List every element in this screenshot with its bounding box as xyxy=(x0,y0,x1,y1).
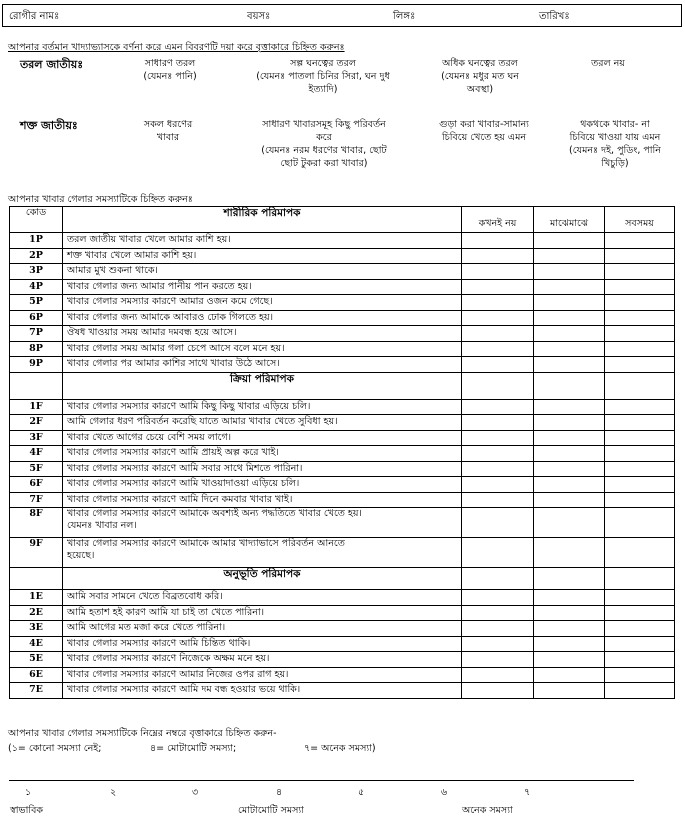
rating-scale-line xyxy=(9,780,634,781)
item-text: খাবার গেলার সমস্যার কারণে আমি সবার সাথে মিশতে পারিনা। xyxy=(63,461,462,477)
age-label: বয়সঃ xyxy=(247,11,271,22)
table-row xyxy=(10,233,675,249)
response-never-cell[interactable] xyxy=(462,310,534,326)
table-row xyxy=(10,683,675,699)
item-code: 7P xyxy=(10,326,63,342)
item-text-line: খাবার গেলার সমস্যার কারণে আমাকে অবশ্যই অন্য পদ্ধতিতে খাবার খেতে হয়। xyxy=(67,508,362,519)
section-header-row xyxy=(10,568,675,590)
table-row xyxy=(10,430,675,446)
table-row xyxy=(10,590,675,606)
response-always-cell[interactable] xyxy=(605,652,675,668)
response-never-cell[interactable] xyxy=(462,683,534,699)
response-always-cell[interactable] xyxy=(605,636,675,652)
response-sometimes-cell[interactable] xyxy=(534,295,605,311)
response-always-cell[interactable] xyxy=(605,477,675,493)
item-text: খাবার গেলার সমস্যার কারণে আমি দিনে কমবার খাবার খাই। xyxy=(63,492,462,508)
header-always: সবসময় xyxy=(605,207,675,233)
response-always-cell[interactable] xyxy=(605,233,675,249)
response-never-cell[interactable] xyxy=(462,264,534,280)
table-row xyxy=(10,326,675,342)
solid-option-all[interactable]: সকল ধরণের খাবার xyxy=(143,119,193,143)
scale-point-3[interactable]: ৩ xyxy=(192,787,199,798)
response-always-cell[interactable] xyxy=(605,683,675,699)
response-never-cell[interactable] xyxy=(462,233,534,249)
item-code: 2F xyxy=(10,415,63,431)
date-label: তারিখঃ xyxy=(539,11,570,22)
response-always-cell[interactable] xyxy=(605,667,675,683)
response-never-cell[interactable] xyxy=(462,399,534,415)
response-always-cell[interactable] xyxy=(605,264,675,280)
section-code-blank xyxy=(10,372,63,399)
response-sometimes-cell[interactable] xyxy=(534,492,605,508)
item-text: খাবার গেলার সমস্যার কারণে আমি দম বন্ধ হওয়ার ভয়ে থাকি। xyxy=(63,683,462,699)
liquid-option-none[interactable]: তরল নয় xyxy=(591,58,625,69)
response-sometimes-cell[interactable] xyxy=(534,667,605,683)
response-always-cell[interactable] xyxy=(605,248,675,264)
table-row xyxy=(10,357,675,373)
response-never-cell[interactable] xyxy=(462,477,534,493)
blank-cell xyxy=(462,568,534,590)
item-code: 6P xyxy=(10,310,63,326)
item-code: 1P xyxy=(10,233,63,249)
item-text: খাবার গেলার সমস্যার কারণে আমি কিছু কিছু খাবার এড়িয়ে চলি। xyxy=(63,399,462,415)
item-text xyxy=(63,538,462,568)
solid-option-puree[interactable]: থকথকে খাবার- না চিবিয়ে খাওয়া যায় এমন (যেমনঃ দই, পুডিং, পানি খিচুড়ি) xyxy=(569,119,661,169)
response-always-cell[interactable] xyxy=(605,326,675,342)
table-row xyxy=(10,248,675,264)
diet-instruction: আপনার বর্তমান খাদ্যাভ্যাসকে বর্ণনা করে এমন বিবরণটি দয়া করে বৃত্তাকারে চিহ্নিত করুনঃ xyxy=(8,42,345,53)
item-text: খাবার গেলার সমস্যার কারণে আমার ওজন কমে গেছে। xyxy=(63,295,462,311)
liquid-option-thin[interactable]: সল্প ঘনত্বের তরল (যেমনঃ পাতলা চিনির সিরা, ঘন দুধ ইত্যাদি) xyxy=(256,58,390,95)
response-sometimes-cell[interactable] xyxy=(534,508,605,538)
response-never-cell[interactable] xyxy=(462,415,534,431)
header-sometimes: মাঝেমাঝে xyxy=(534,207,605,233)
scale-point-2[interactable]: ২ xyxy=(110,787,117,798)
scale-anchor-low: স্বাভাবিক xyxy=(10,805,44,816)
response-never-cell[interactable] xyxy=(462,590,534,606)
item-code: 8F xyxy=(10,508,63,538)
rating-legend-4: ৪= মোটামোটি সমস্যা; xyxy=(150,743,237,754)
item-text: তরল জাতীয় খাবার খেলে আমার কাশি হয়। xyxy=(63,233,462,249)
item-text: আমি গেলার ধরণ পরিবর্তন করেছি যাতে আমার খাবার খেতে সুবিধা হয়। xyxy=(63,415,462,431)
response-never-cell[interactable] xyxy=(462,279,534,295)
response-sometimes-cell[interactable] xyxy=(534,233,605,249)
rating-legend-7: ৭= অনেক সমস্যা) xyxy=(304,743,376,754)
response-never-cell[interactable] xyxy=(462,326,534,342)
response-never-cell[interactable] xyxy=(462,461,534,477)
section-header-row xyxy=(10,372,675,399)
response-never-cell[interactable] xyxy=(462,605,534,621)
functional-section-title: ক্রিয়া পরিমাপক xyxy=(63,372,462,399)
response-sometimes-cell[interactable] xyxy=(534,446,605,462)
response-always-cell[interactable] xyxy=(605,399,675,415)
scale-point-1[interactable]: ১ xyxy=(25,787,32,798)
response-never-cell[interactable] xyxy=(462,248,534,264)
item-code: 2E xyxy=(10,605,63,621)
item-code: 7F xyxy=(10,492,63,508)
response-always-cell[interactable] xyxy=(605,605,675,621)
response-sometimes-cell[interactable] xyxy=(534,399,605,415)
response-never-cell[interactable] xyxy=(462,621,534,637)
response-always-cell[interactable] xyxy=(605,446,675,462)
header-never: কখনই নয় xyxy=(462,207,534,233)
item-text: খাবার গেলার সমস্যার কারণে আমি খাওয়াদাওয়া এড়িয়ে চলি। xyxy=(63,477,462,493)
code-header: কোড xyxy=(10,207,63,233)
item-text: খাবার গেলার জন্য আমাকে আবারও ঢোক গিলতে হয়। xyxy=(63,310,462,326)
response-never-cell[interactable] xyxy=(462,636,534,652)
item-code: 1F xyxy=(10,399,63,415)
response-never-cell[interactable] xyxy=(462,492,534,508)
item-text: আমি আগের মত মজা করে খেতে পারিনা। xyxy=(63,621,462,637)
table-row xyxy=(10,477,675,493)
scale-anchor-mid: মোটামোটি সমস্যা xyxy=(238,805,304,816)
item-code: 3E xyxy=(10,621,63,637)
item-code: 7E xyxy=(10,683,63,699)
response-never-cell[interactable] xyxy=(462,295,534,311)
item-code: 5F xyxy=(10,461,63,477)
patient-info-header xyxy=(2,4,682,27)
solid-category-label: শক্ত জাতীয়ঃ xyxy=(20,119,78,132)
response-never-cell[interactable] xyxy=(462,538,534,568)
solid-option-modified[interactable]: সাধারণ খাবারসমূহ কিছু পরিবর্তন করে (যেমনঃ নরম ধরণের খাবার, ছোট ছোট টুকরা করা খাবার) xyxy=(261,119,387,169)
response-sometimes-cell[interactable] xyxy=(534,430,605,446)
item-code: 5E xyxy=(10,652,63,668)
item-code: 8P xyxy=(10,341,63,357)
liquid-category-label: তরল জাতীয়ঃ xyxy=(20,58,84,71)
table-row xyxy=(10,492,675,508)
item-code: 6E xyxy=(10,667,63,683)
table-row xyxy=(10,621,675,637)
item-code: 3P xyxy=(10,264,63,280)
table-row xyxy=(10,279,675,295)
item-code: 5P xyxy=(10,295,63,311)
rating-legend-1: (১= কোনো সমস্যা নেই; xyxy=(8,743,102,754)
table-row xyxy=(10,446,675,462)
physical-section-title: শারীরিক পরিমাপক xyxy=(63,207,462,233)
response-always-cell[interactable] xyxy=(605,461,675,477)
item-code: 1E xyxy=(10,590,63,606)
response-never-cell[interactable] xyxy=(462,508,534,538)
response-sometimes-cell[interactable] xyxy=(534,326,605,342)
response-always-cell[interactable] xyxy=(605,508,675,538)
item-text: খাবার গেলার সমস্যার কারণে আমি প্রায়ই অল্প করে খাই। xyxy=(63,446,462,462)
response-always-cell[interactable] xyxy=(605,357,675,373)
response-sometimes-cell[interactable] xyxy=(534,605,605,621)
blank-cell xyxy=(605,568,675,590)
response-sometimes-cell[interactable] xyxy=(534,415,605,431)
table-row xyxy=(10,341,675,357)
table-row xyxy=(10,461,675,477)
blank-cell xyxy=(605,372,675,399)
item-text: খাবার গেলার পর আমার কাশির সাথে খাবার উঠে আসে। xyxy=(63,357,462,373)
table-row xyxy=(10,636,675,652)
response-sometimes-cell[interactable] xyxy=(534,538,605,568)
response-sometimes-cell[interactable] xyxy=(534,248,605,264)
rating-instruction: আপনার খাবার গেলার সমস্যাটিকে নিম্নের নম্বরে বৃত্তাকারে চিহ্নিত করুন- xyxy=(8,728,277,739)
table-row xyxy=(10,399,675,415)
item-code: 9P xyxy=(10,357,63,373)
item-text: খাবার খেতে আগের চেয়ে বেশি সময় লাগে। xyxy=(63,430,462,446)
response-never-cell[interactable] xyxy=(462,446,534,462)
table-header-row xyxy=(10,207,675,233)
swallowing-questionnaire-table xyxy=(9,206,675,699)
response-sometimes-cell[interactable] xyxy=(534,636,605,652)
response-sometimes-cell[interactable] xyxy=(534,461,605,477)
item-code: 4F xyxy=(10,446,63,462)
scale-point-7[interactable]: ৭ xyxy=(524,787,531,798)
section-code-blank xyxy=(10,568,63,590)
response-always-cell[interactable] xyxy=(605,295,675,311)
item-text-line: হয়েছে। xyxy=(67,550,95,561)
response-always-cell[interactable] xyxy=(605,310,675,326)
emotional-section-title: অনুভূতি পরিমাপক xyxy=(63,568,462,590)
blank-cell xyxy=(534,568,605,590)
item-text: খাবার গেলার জন্য আমার পানীয় পান করতে হয়। xyxy=(63,279,462,295)
response-sometimes-cell[interactable] xyxy=(534,683,605,699)
table-row xyxy=(10,264,675,280)
response-never-cell[interactable] xyxy=(462,652,534,668)
item-text: খাবার গেলার সমস্যার কারণে আমি চিন্তিত থাকি। xyxy=(63,636,462,652)
response-always-cell[interactable] xyxy=(605,279,675,295)
item-text-line: খাবার গেলার সমস্যার কারণে আমাকে আমার খাদ্যাভাসে পরিবর্তন আনতে xyxy=(67,538,345,549)
item-text: খাবার গেলার সমস্যার কারণে আমার নিজের ওপর রাগ হয়। xyxy=(63,667,462,683)
scale-point-6[interactable]: ৬ xyxy=(441,787,448,798)
response-sometimes-cell[interactable] xyxy=(534,621,605,637)
response-never-cell[interactable] xyxy=(462,357,534,373)
item-code: 4P xyxy=(10,279,63,295)
solid-option-minced[interactable]: গুড়া করা খাবার-সামান্য চিবিয়ে খেতে হয় এমন xyxy=(439,119,529,143)
response-always-cell[interactable] xyxy=(605,341,675,357)
item-text: খাবার গেলার সময় আমার গলা চেপে আসে বলে মনে হয়। xyxy=(63,341,462,357)
table-row xyxy=(10,667,675,683)
response-never-cell[interactable] xyxy=(462,667,534,683)
response-sometimes-cell[interactable] xyxy=(534,264,605,280)
patient-name-label: রোগীর নামঃ xyxy=(9,11,60,22)
item-text-line: যেমনঃ খাবার নল। xyxy=(67,520,137,531)
blank-cell xyxy=(462,372,534,399)
response-sometimes-cell[interactable] xyxy=(534,477,605,493)
item-code: 4E xyxy=(10,636,63,652)
scale-anchor-high: অনেক সমস্যা xyxy=(462,805,513,816)
response-sometimes-cell[interactable] xyxy=(534,310,605,326)
item-text: আমি হতাশ হই কারণ আমি যা চাই তা খেতে পারিনা। xyxy=(63,605,462,621)
table-row xyxy=(10,415,675,431)
response-sometimes-cell[interactable] xyxy=(534,590,605,606)
table-row xyxy=(10,538,675,568)
item-code: 9F xyxy=(10,538,63,568)
item-text xyxy=(63,508,462,538)
liquid-option-thick[interactable]: অধিক ঘনত্বের তরল (যেমনঃ মধুর মত ঘন অবস্থা) xyxy=(441,58,519,95)
table-row xyxy=(10,605,675,621)
response-always-cell[interactable] xyxy=(605,538,675,568)
scale-point-5[interactable]: ৫ xyxy=(358,787,365,798)
response-sometimes-cell[interactable] xyxy=(534,341,605,357)
item-text: আমার মুখ শুকনা থাকে। xyxy=(63,264,462,280)
blank-cell xyxy=(534,372,605,399)
table-row xyxy=(10,295,675,311)
table-row xyxy=(10,310,675,326)
response-sometimes-cell[interactable] xyxy=(534,357,605,373)
response-sometimes-cell[interactable] xyxy=(534,652,605,668)
response-always-cell[interactable] xyxy=(605,430,675,446)
response-always-cell[interactable] xyxy=(605,590,675,606)
response-always-cell[interactable] xyxy=(605,621,675,637)
item-code: 3F xyxy=(10,430,63,446)
item-code: 2P xyxy=(10,248,63,264)
item-text: খাবার গেলার সমস্যার কারণে নিজেকে অক্ষম মনে হয়। xyxy=(63,652,462,668)
item-text: শক্ত খাবার খেলে আমার কাশি হয়। xyxy=(63,248,462,264)
response-never-cell[interactable] xyxy=(462,430,534,446)
item-code: 6F xyxy=(10,477,63,493)
gender-label: লিঙ্গঃ xyxy=(393,11,416,22)
item-text: আমি সবার সামনে খেতে বিব্রতবোধ করি। xyxy=(63,590,462,606)
problem-instruction: আপনার খাবার গেলার সমস্যাটিকে চিহ্নিত করুনঃ xyxy=(8,194,193,205)
response-always-cell[interactable] xyxy=(605,492,675,508)
response-never-cell[interactable] xyxy=(462,341,534,357)
scale-point-4[interactable]: ৪ xyxy=(276,787,283,798)
response-sometimes-cell[interactable] xyxy=(534,279,605,295)
item-text: ঔষধ খাওয়ার সময় আমার দমবন্ধ হয়ে আসে। xyxy=(63,326,462,342)
table-row xyxy=(10,508,675,538)
table-row xyxy=(10,652,675,668)
liquid-option-regular[interactable]: সাধারণ তরল (যেমনঃ পানি) xyxy=(143,58,197,82)
response-always-cell[interactable] xyxy=(605,415,675,431)
